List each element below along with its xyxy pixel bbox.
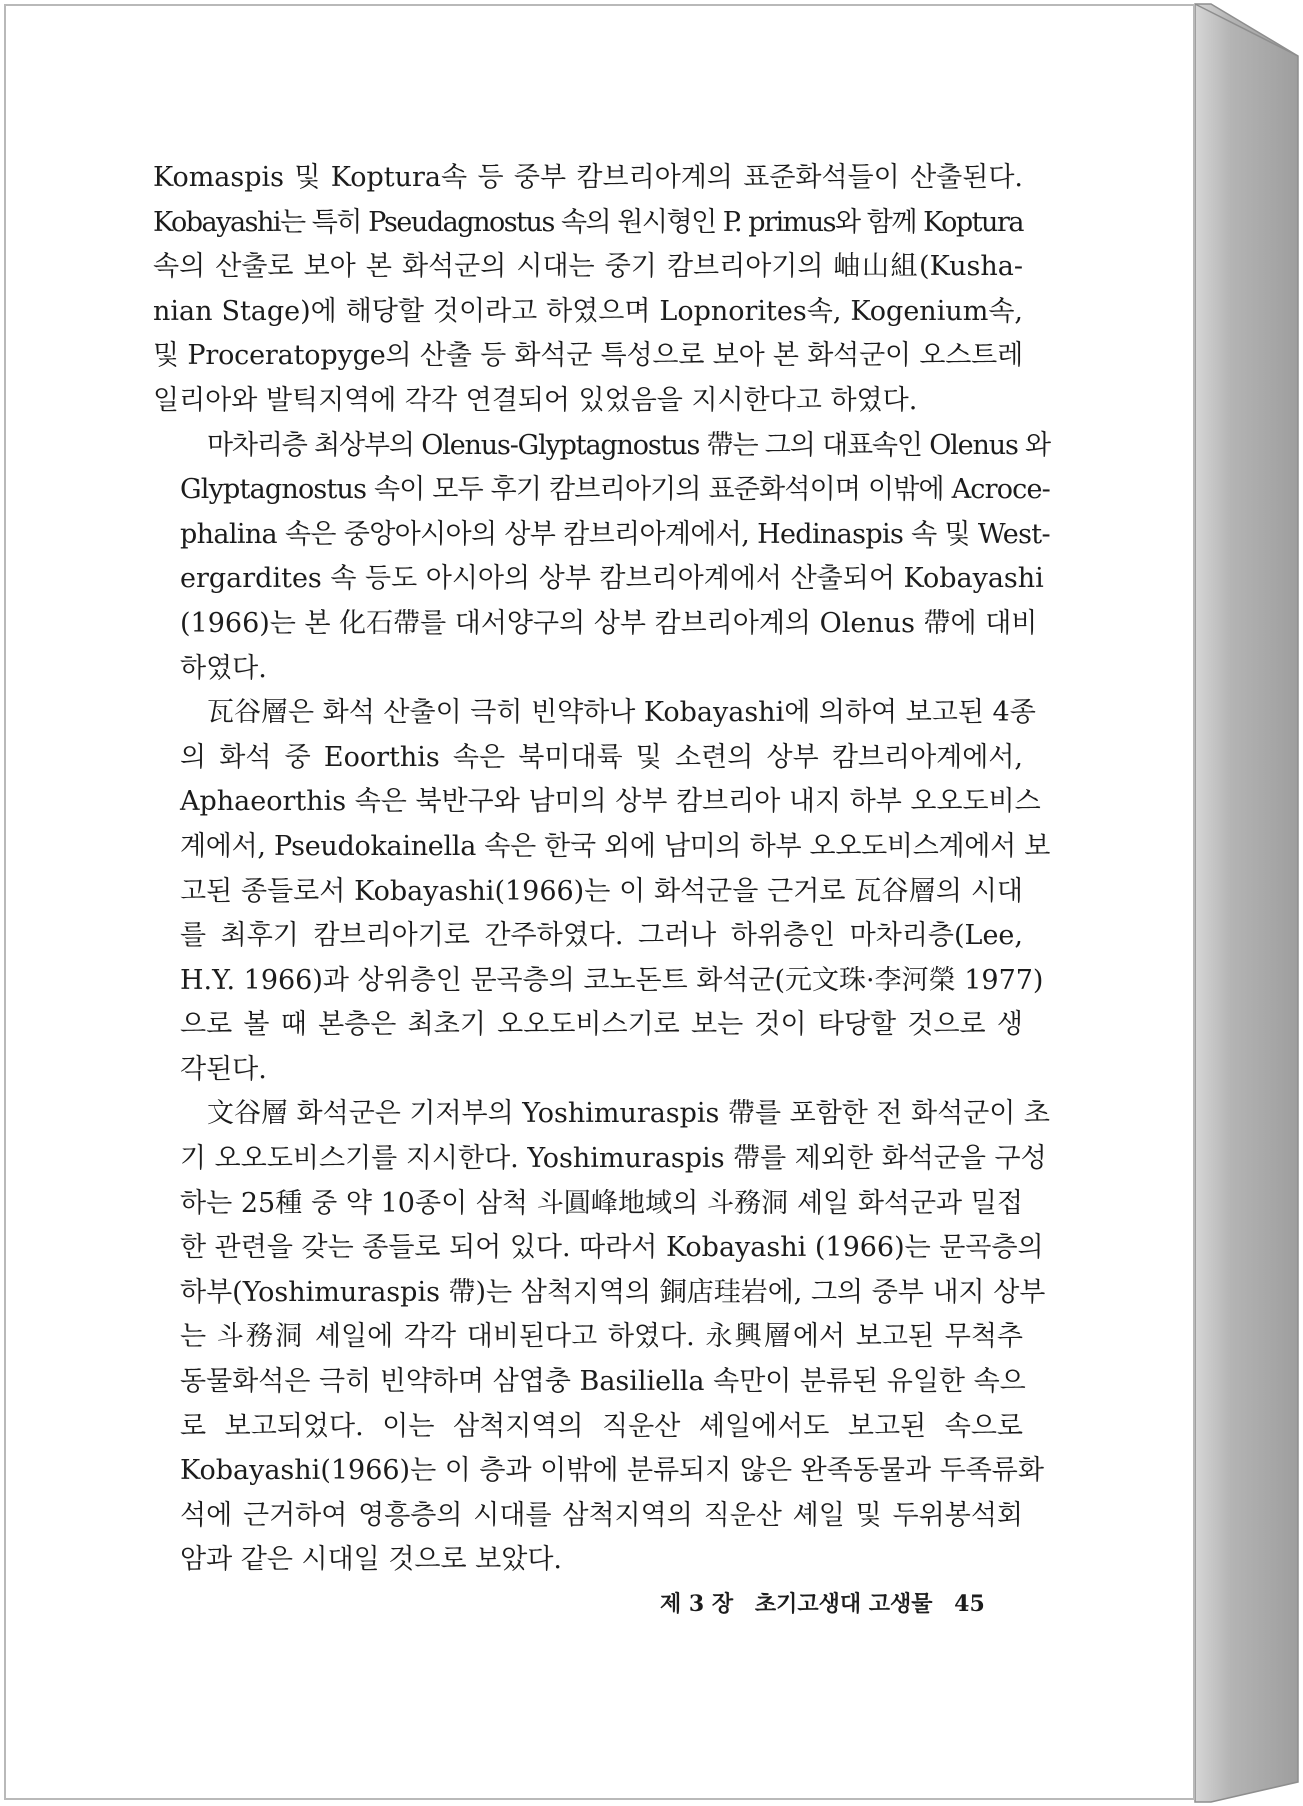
text-line: 를 최후기 캄브리아기로 간주하였다. 그러나 하위층인 마차리층(Lee,: [180, 920, 1023, 952]
text-line: 로 보고되었다. 이는 삼척지역의 직운산 셰일에서도 보고된 속으로: [180, 1410, 1023, 1442]
book-spine-face: [1195, 4, 1298, 1802]
footer-chapter: 제 3 장: [660, 1591, 734, 1617]
text-line: Kobayashi는 특히 Pseudagnostus 속의 원시형인 P. primus와 함께 Koptura: [153, 206, 1023, 238]
paragraph: [153, 424, 1050, 692]
paragraph: [153, 691, 1050, 1092]
text-line: 하였다.: [180, 652, 267, 684]
text-line: Kobayashi(1966)는 이 층과 이밖에 분류되지 않은 완족동물과 두족류화: [180, 1455, 1044, 1487]
text-line: 으로 볼 때 본층은 최초기 오오도비스기로 보는 것이 타당할 것으로 생: [180, 1009, 1023, 1041]
text-line: Aphaeorthis 속은 북반구와 남미의 상부 캄브리아 내지 하부 오오도비스: [180, 786, 1041, 818]
text-line: Glyptagnostus 속이 모두 후기 캄브리아기의 표준화석이며 이밖에 Acroce-: [180, 474, 1050, 506]
text-line: 암과 같은 시대일 것으로 보았다.: [180, 1544, 562, 1576]
text-line: 및 Proceratopyge의 산출 등 화석군 특성으로 보아 본 화석군이 오스트레: [153, 340, 1023, 372]
text-line: 계에서, Pseudokainella 속은 한국 외에 남미의 하부 오오도비스계에서 보: [180, 830, 1050, 862]
text-line: 의 화석 중 Eoorthis 속은 북미대륙 및 소련의 상부 캄브리아계에서,: [180, 741, 1023, 773]
text-line: 한 관련을 갖는 종들로 되어 있다. 따라서 Kobayashi (1966)는 문곡층의: [180, 1232, 1044, 1264]
text-line: H.Y. 1966)과 상위층인 문곡층의 코노돈트 화석군(元文珠·李河榮 1977): [180, 964, 1044, 996]
text-line: 석에 근거하여 영흥층의 시대를 삼척지역의 직운산 셰일 및 두위봉석회: [180, 1499, 1023, 1531]
text-line: nian Stage)에 해당할 것이라고 하였으며 Lopnorites속, Kogenium속,: [153, 295, 1023, 327]
text-line: 기 오오도비스기를 지시한다. Yoshimuraspis 帶를 제외한 화석군을 구성: [180, 1143, 1047, 1175]
text-line: 는 斗務洞 셰일에 각각 대비된다고 하였다. 永興層에서 보고된 무척추: [180, 1321, 1023, 1353]
page-footer: [660, 1587, 1000, 1618]
text-line: 동물화석은 극히 빈약하며 삼엽충 Basiliella 속만이 분류된 유일한 속으: [180, 1366, 1026, 1398]
footer-page-number: 45: [954, 1591, 985, 1617]
text-line: 각된다.: [180, 1053, 267, 1085]
text-line: 일리아와 발틱지역에 각각 연결되어 있었음을 지시한다고 하였다.: [153, 384, 918, 416]
text-line: 하부(Yoshimuraspis 帶)는 삼척지역의 銅店珪岩에, 그의 중부 내지 상부: [180, 1276, 1046, 1308]
text-line: (1966)는 본 化石帶를 대서양구의 상부 캄브리아계의 Olenus 帶에 대비: [180, 607, 1038, 639]
text-line: ergardites 속 등도 아시아의 상부 캄브리아계에서 산출되어 Kobayashi: [180, 563, 1044, 595]
body-text: [153, 156, 1051, 1583]
footer-chapter-title: 초기고생대 고생물: [754, 1591, 933, 1617]
text-line: phalina 속은 중앙아시아의 상부 캄브리아계에서, Hedinaspis 속 및 West-: [180, 518, 1050, 550]
text-line: Komaspis 및 Koptura속 등 중부 캄브리아계의 표준화석들이 산출된다.: [153, 162, 1023, 193]
paragraph: [153, 1092, 1051, 1583]
paragraph: [153, 156, 1023, 424]
text-line: 마차리층 최상부의 Olenus-Glyptagnostus 帶는 그의 대표속인 Olenus 와: [207, 429, 1050, 461]
text-line: 瓦谷層은 화석 산출이 극히 빈약하나 Kobayashi에 의하여 보고된 4종: [207, 697, 1036, 729]
text-line: 고된 종들로서 Kobayashi(1966)는 이 화석군을 근거로 瓦谷層의 시대: [180, 875, 1023, 907]
text-line: 하는 25種 중 약 10종이 삼척 斗圓峰地域의 斗務洞 셰일 화석군과 밀접: [180, 1187, 1023, 1219]
text-line: 文谷層 화석군은 기저부의 Yoshimuraspis 帶를 포함한 전 화석군이 초: [207, 1098, 1051, 1130]
text-line: 속의 산출로 보아 본 화석군의 시대는 중기 캄브리아기의 岫山組(Kusha-: [153, 251, 1023, 283]
